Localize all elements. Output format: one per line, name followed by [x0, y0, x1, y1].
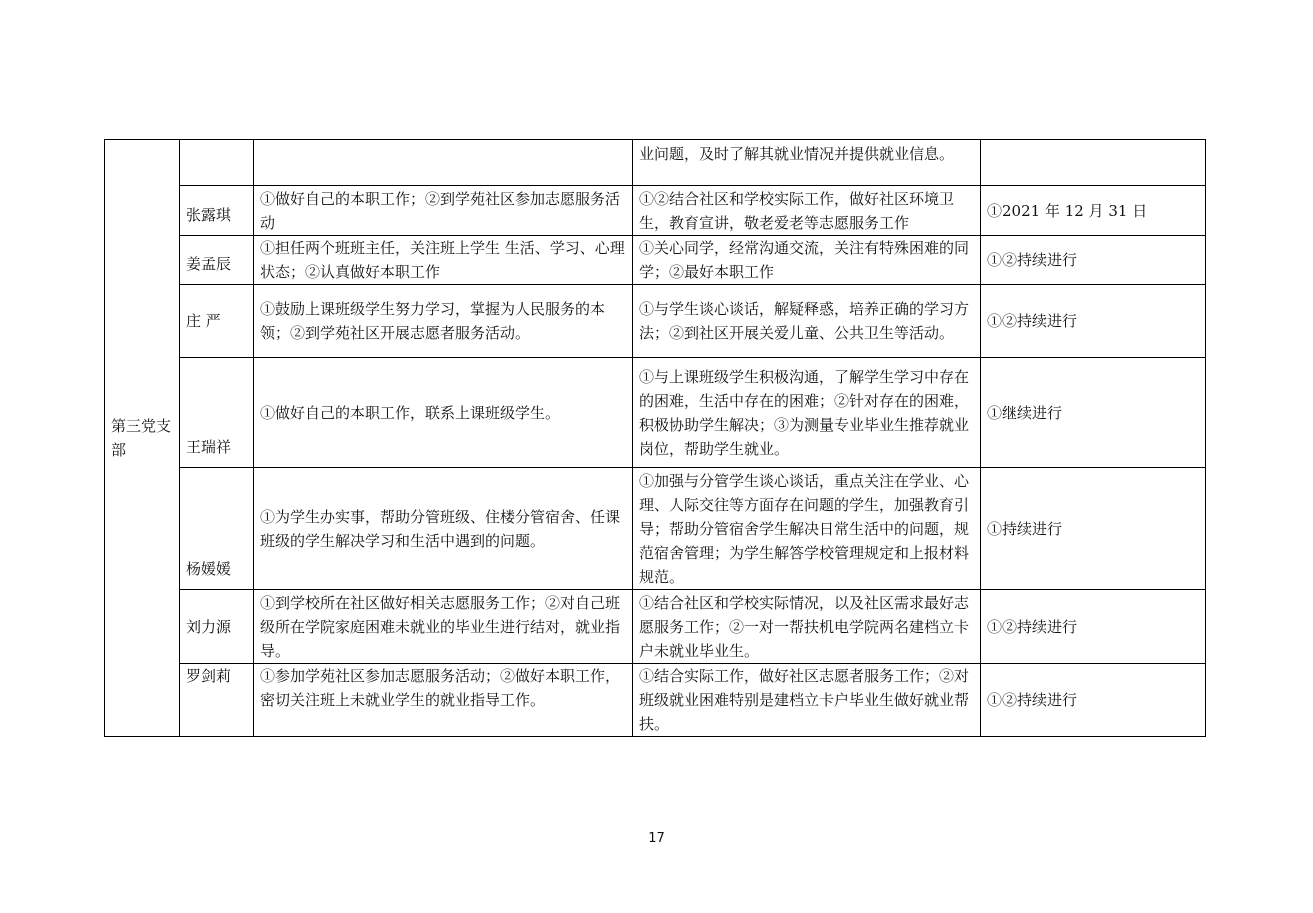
deadline-cell	[981, 140, 1206, 186]
deadline-cell: ①②持续进行	[981, 590, 1206, 664]
work-cell: ①参加学苑社区参加志愿服务活动；②做好本职工作，密切关注班上未就业学生的就业指导工作。	[254, 664, 633, 737]
page-number: 17	[648, 831, 665, 846]
deadline-cell: ①继续进行	[981, 358, 1206, 468]
work-cell: ①到学校所在社区做好相关志愿服务工作；②对自己班级所在学院家庭困难未就业的毕业生进行结对，就业指导。	[254, 590, 633, 664]
deadline-cell: ①②持续进行	[981, 664, 1206, 737]
name-cell: 刘力源	[180, 590, 254, 664]
name-cell: 庄 严	[180, 285, 254, 358]
work-cell: ①为学生办实事，帮助分管班级、住楼分管宿舍、任课班级的学生解决学习和生活中遇到的问题。	[254, 468, 633, 590]
measures-cell: ①加强与分管学生谈心谈话，重点关注在学业、心理、人际交往等方面存在问题的学生，加强教育引导；帮助分管宿舍学生解决日常生活中的问题，规范宿舍管理；为学生解答学校管理规定和上报材料规范。	[633, 468, 981, 590]
deadline-cell: ①②持续进行	[981, 285, 1206, 358]
measures-cell: ①②结合社区和学校实际工作，做好社区环境卫生，教育宣讲，敬老爱老等志愿服务工作	[633, 186, 981, 236]
measures-cell: ①结合社区和学校实际情况，以及社区需求最好志愿服务工作；②一对一帮扶机电学院两名建档立卡户未就业毕业生。	[633, 590, 981, 664]
measures-cell: ①关心同学，经常沟通交流，关注有特殊困难的同学；②最好本职工作	[633, 236, 981, 285]
measures-cell: ①与上课班级学生积极沟通，了解学生学习中存在的困难，生活中存在的困难；②针对存在的困难，积极协助学生解决；③为测量专业毕业生推荐就业岗位，帮助学生就业。	[633, 358, 981, 468]
measures-cell: ①结合实际工作，做好社区志愿者服务工作；②对班级就业困难特别是建档立卡户毕业生做好就业帮扶。	[633, 664, 981, 737]
name-cell: 王瑞祥	[180, 358, 254, 468]
table-row	[105, 236, 1206, 285]
deadline-cell: ①2021 年 12 月 31 日	[981, 186, 1206, 236]
work-cell: ①鼓励上课班级学生努力学习，掌握为人民服务的本领；②到学苑社区开展志愿者服务活动。	[254, 285, 633, 358]
work-cell: ①做好自己的本职工作；②到学苑社区参加志愿服务活动	[254, 186, 633, 236]
table-row	[105, 664, 1206, 737]
measures-cell: 业问题，及时了解其就业情况并提供就业信息。	[633, 140, 981, 186]
table-row	[105, 140, 1206, 186]
table-row	[105, 590, 1206, 664]
measures-cell: ①与学生谈心谈话，解疑释惑，培养正确的学习方法；②到社区开展关爱儿童、公共卫生等活动。	[633, 285, 981, 358]
name-cell	[180, 140, 254, 186]
branch-cell: 第三党支部	[105, 140, 180, 737]
work-cell	[254, 140, 633, 186]
work-cell: ①担任两个班班主任，关注班上学生 生活、学习、心理状态；②认真做好本职工作	[254, 236, 633, 285]
table-row	[105, 285, 1206, 358]
name-cell: 罗剑莉	[180, 664, 254, 737]
table-row	[105, 358, 1206, 468]
deadline-cell: ①持续进行	[981, 468, 1206, 590]
name-cell: 张露琪	[180, 186, 254, 236]
name-cell: 姜孟辰	[180, 236, 254, 285]
deadline-cell: ①②持续进行	[981, 236, 1206, 285]
name-cell: 杨媛媛	[180, 468, 254, 590]
table-row	[105, 186, 1206, 236]
work-cell: ①做好自己的本职工作，联系上课班级学生。	[254, 358, 633, 468]
commitment-table	[104, 139, 1206, 737]
table-row	[105, 468, 1206, 590]
